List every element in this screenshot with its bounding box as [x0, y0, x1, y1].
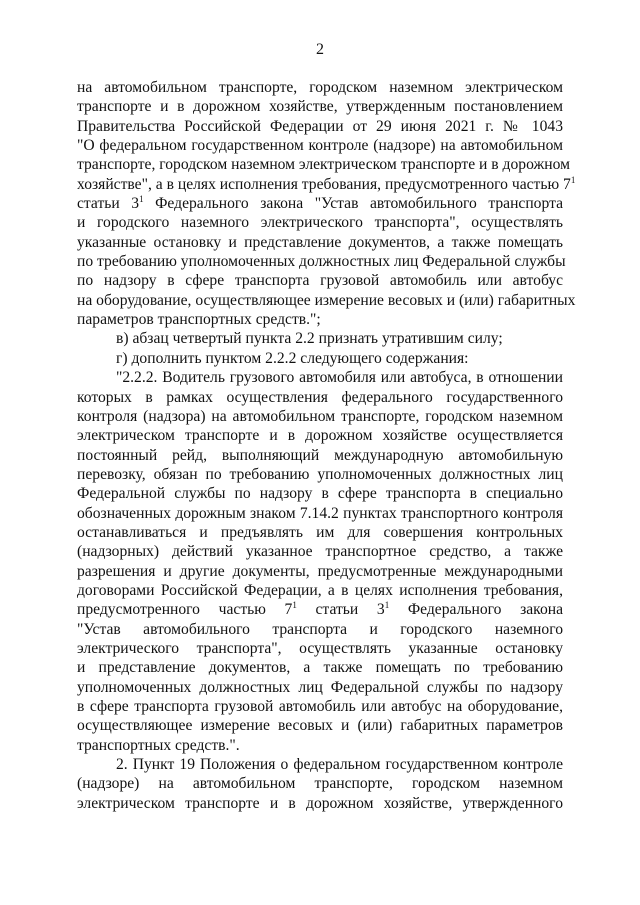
text-line: электрическом транспорте и в дорожном хозяйстве, утвержденного	[77, 794, 563, 812]
text-line: параметров транспортных средств.";	[77, 311, 321, 329]
text-line: по требованию уполномоченных должностных лиц Федеральной службы	[77, 253, 566, 271]
text-line: транспорте, городском наземном электрическом транспорте и в дорожном	[77, 156, 570, 174]
text-line: разрешения и другие документы, предусмотренные международными	[77, 562, 563, 580]
text-line: осуществляющее измерение весовых и (или) габаритных параметров	[77, 717, 563, 735]
text-line: (надзорных) действий указанное транспортное средство, а также	[77, 543, 563, 561]
text-line: на оборудование, осуществляющее измерение весовых и (или) габаритных	[77, 291, 576, 309]
text-line: Правительства Российской Федерации от 29 июня 2021 г. № 1043	[77, 117, 563, 135]
text-line: на автомобильном транспорте, городском наземном электрическом	[77, 79, 563, 96]
text-line: г) дополнить пунктом 2.2.2 следующего содержания:	[116, 349, 469, 367]
text-line: электрическом транспорте и в дорожном хозяйстве осуществляется	[77, 427, 563, 445]
text-line: указанные остановку и представление документов, а также помещать	[77, 233, 563, 251]
superscript: 1	[139, 194, 144, 205]
text-line: электрического транспорта", осуществлять указанные остановку	[77, 639, 563, 657]
document-body	[77, 78, 576, 813]
text-line: контроля (надзора) на автомобильном транспорте, городском наземном	[77, 407, 563, 425]
text-line: транспортных средств.".	[77, 736, 240, 754]
text-line: (надзоре) на автомобильном транспорте, городском наземном	[77, 775, 563, 793]
text-line: постоянный рейд, выполняющий международную автомобильную	[77, 446, 563, 464]
text-line: 2. Пункт 19 Положения о федеральном государственном контроле	[116, 756, 563, 774]
text-line: транспорте и в дорожном хозяйстве, утвержденным постановлением	[77, 98, 563, 116]
text-line: "2.2.2. Водитель грузового автомобиля или автобуса, в отношении	[116, 369, 563, 387]
superscript: 1	[384, 600, 390, 611]
text-line: и городского наземного электрического транспорта", осуществлять	[77, 214, 563, 232]
text-line: и представление документов, а также помещать по требованию	[77, 659, 563, 677]
text-line: договорами Российской Федерации, а в целях исполнения требования,	[77, 581, 563, 599]
text-line: которых в рамках осуществления федерального государственного	[77, 388, 563, 406]
text-line: перевозку, обязан по требованию уполномоченных должностных лиц	[77, 465, 563, 483]
text-line: Федеральной службы по надзору в сфере транспорта в специально	[77, 485, 563, 503]
text-line: останавливаться и предъявлять им для совершения контрольных	[77, 523, 563, 541]
text-line: обозначенных дорожным знаком 7.14.2 пунктах транспортного контроля	[77, 504, 563, 522]
text-line: в) абзац четвертый пункта 2.2 признать утратившим силу;	[116, 330, 503, 348]
text-line: по надзору в сфере транспорта грузовой автомобиль или автобус	[77, 272, 563, 290]
text-line: хозяйстве", а в целях исполнения требования, предусмотренного частью $7^1$	[77, 174, 576, 193]
text-line: предусмотренного частью $7^1$ статьи $3^1$ Федерального закона	[77, 600, 564, 619]
superscript: 1	[292, 600, 297, 611]
text-line: уполномоченных должностных лиц Федеральной службы по надзору	[77, 678, 563, 696]
page-number: 2	[316, 41, 324, 58]
text-line: статьи $3^1$ Федерального закона "Устав автомобильного транспорта	[77, 194, 563, 213]
text-line: в сфере транспорта грузовой автомобиль или автобус на оборудование,	[77, 698, 563, 715]
text-line: "Устав автомобильного транспорта и городского наземного	[77, 620, 563, 638]
text-line: "О федеральном государственном контроле (надзоре) на автомобильном	[77, 137, 563, 155]
superscript: 1	[570, 174, 576, 185]
